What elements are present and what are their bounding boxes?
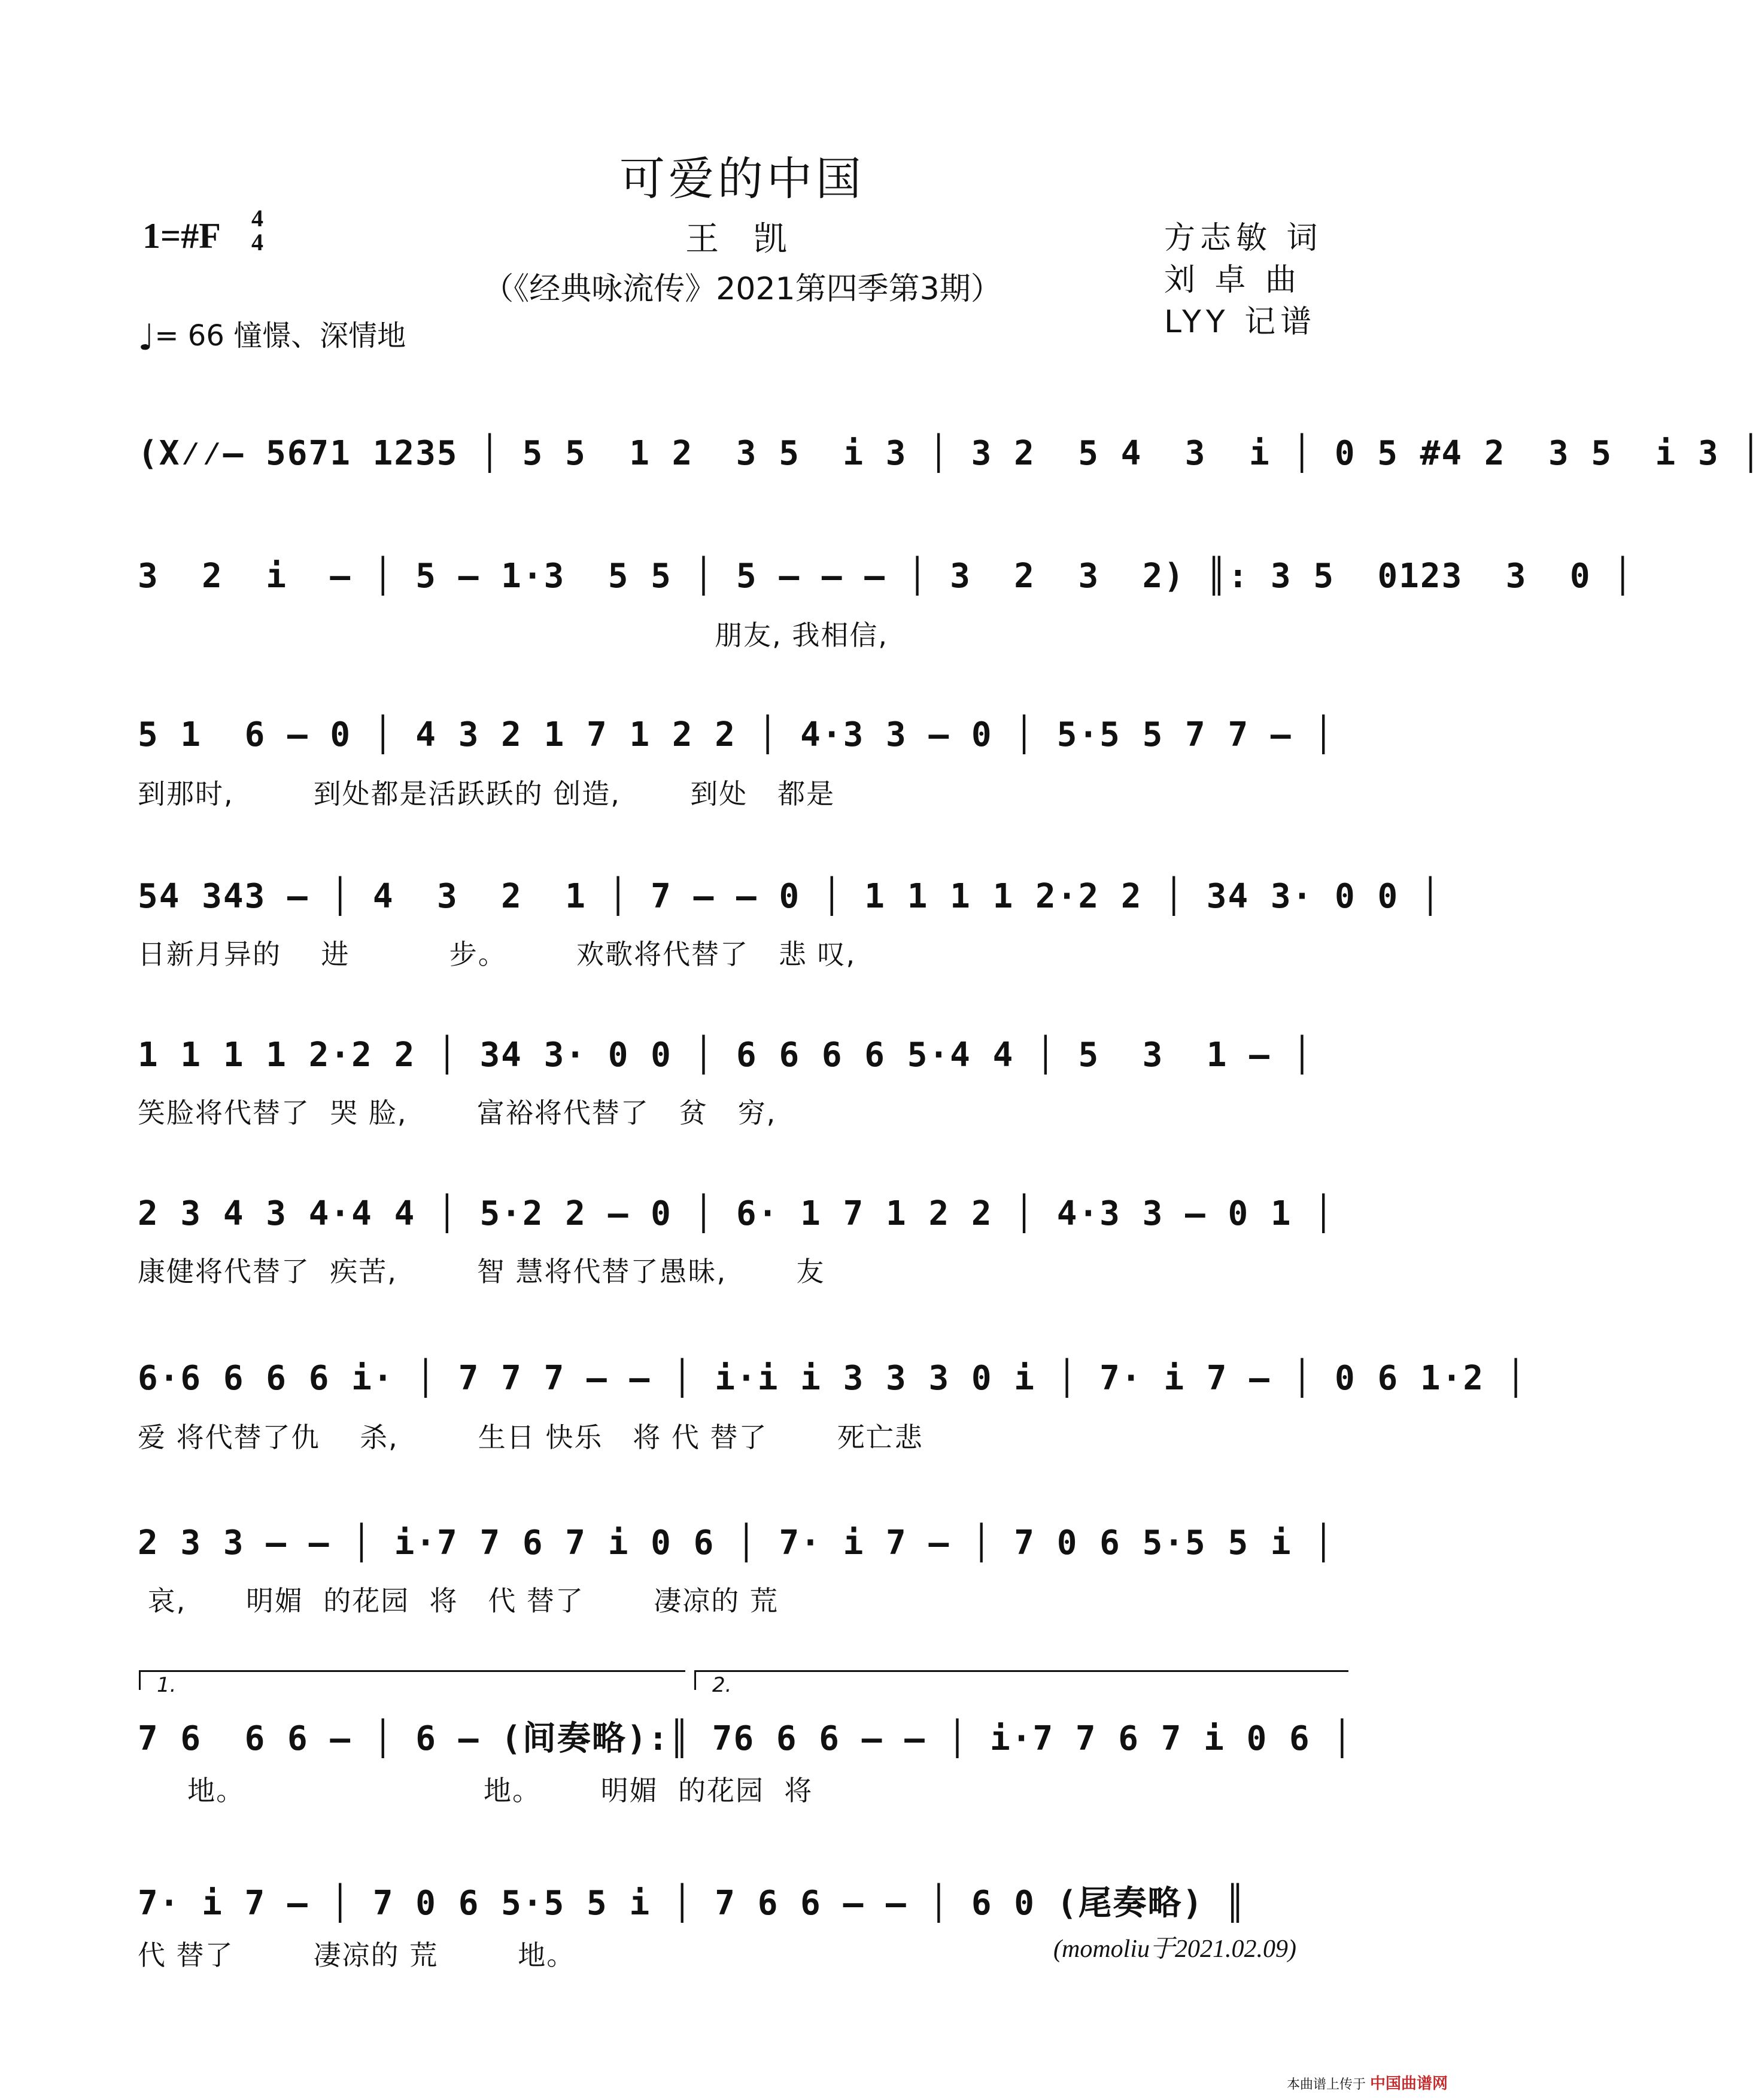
stave-line-7: 6·6 6 6 6 i· │ 7 7 7 – – │ i·i i 3 3 3 0 i │ 7· i 7 – │ 0 6 1·2 │ xyxy=(138,1359,1527,1398)
lyric-line-6: 康健将代替了 疾苦, 智 慧将代替了愚昧, 友 xyxy=(138,1255,825,1288)
lyric-line-7: 爱 将代替了仇 杀, 生日 快乐 将 代 替了 死亡悲 xyxy=(138,1421,923,1453)
stave-line-2: 3 2 i – │ 5 – 1·3 5 5 │ 5 – – – │ 3 2 3 2) ║: 3 5 0123 3 0 │ xyxy=(138,557,1635,596)
stave-line-3: 5 1 6 – 0 │ 4 3 2 1 7 1 2 2 │ 4·3 3 – 0 │ 5·5 5 7 7 – │ xyxy=(138,715,1335,754)
tempo-value: = 66 xyxy=(154,319,224,353)
lyric-line-4: 日新月异的 进 步。 欢歌将代替了 悲 叹, xyxy=(138,938,856,970)
quarter-note-icon: ♩ xyxy=(138,317,155,359)
key-signature: 1=#F xyxy=(142,216,221,256)
lyric-line-8: 哀, 明媚 的花园 将 代 替了 凄凉的 荒 xyxy=(138,1585,779,1617)
lyric-line-9: 地。 地。 明媚 的花园 将 xyxy=(138,1774,813,1807)
stave-line-1: (X⁄⁄– 5671 1235 │ 5 5 1 2 3 5 i 3 │ 3 2 5 4 3 i │ 0 5 #4 2 3 5 i 3 │ xyxy=(138,434,1762,473)
lyric-line-5: 笑脸将代替了 哭 脸, 富裕将代替了 贫 穷, xyxy=(138,1097,777,1129)
second-ending-label: 2. xyxy=(712,1673,732,1697)
stave-line-6: 2 3 4 3 4·4 4 │ 5·2 2 – 0 │ 6· 1 7 1 2 2 │ 4·3 3 – 0 1 │ xyxy=(138,1194,1335,1233)
first-ending-label: 1. xyxy=(157,1673,177,1697)
lyric-line-10: 代 替了 凄凉的 荒 地。 xyxy=(138,1939,576,1971)
transcriber-signature: (momoliu于2021.02.09) xyxy=(1053,1935,1296,1963)
footer-prefix: 本曲谱上传于 xyxy=(1287,2077,1366,2092)
program-note: （《经典咏流传》2021第四季第3期） xyxy=(482,271,1002,307)
composer-credit: 刘 卓 曲 xyxy=(1164,262,1302,298)
lyricist-credit: 方志敏 词 xyxy=(1164,220,1323,256)
time-denominator: 4 xyxy=(251,229,263,256)
site-footer xyxy=(1287,2071,1448,2093)
site-logo[interactable]: 中国曲谱网 xyxy=(1370,2075,1448,2093)
second-ending-bracket xyxy=(694,1670,1348,1690)
first-ending-bracket xyxy=(139,1670,685,1690)
page-title: 可爱的中国 xyxy=(619,152,865,205)
lyric-line-3: 到那时, 到处都是活跃跃的 创造, 到处 都是 xyxy=(138,778,836,810)
time-numerator: 4 xyxy=(251,205,263,232)
stave-line-5: 1 1 1 1 2·2 2 │ 34 3· 0 0 │ 6 6 6 6 5·4 4 │ 5 3 1 – │ xyxy=(138,1036,1314,1075)
stave-line-4: 54 343 – │ 4 3 2 1 │ 7 – – 0 │ 1 1 1 1 2·2 2 │ 34 3· 0 0 │ xyxy=(138,877,1442,916)
expression: 憧憬、深情地 xyxy=(233,319,406,353)
lyric-line-2: 朋友, 我相信, xyxy=(138,619,888,651)
stave-line-10: 7· i 7 – │ 7 0 6 5·5 5 i │ 7 6 6 – – │ 6 0 (尾奏略) ║ xyxy=(138,1884,1247,1923)
transcriber-credit: LYY 记谱 xyxy=(1164,304,1317,340)
stave-line-8: 2 3 3 – – │ i·7 7 6 7 i 0 6 │ 7· i 7 – │ 7 0 6 5·5 5 i │ xyxy=(138,1524,1335,1562)
singer: 王 凯 xyxy=(685,220,799,259)
tempo-marking xyxy=(138,312,406,359)
stave-line-9: 7 6 6 6 – │ 6 – (间奏略):║ 76 6 6 – – │ i·7 7 6 7 i 0 6 │ xyxy=(138,1719,1354,1758)
